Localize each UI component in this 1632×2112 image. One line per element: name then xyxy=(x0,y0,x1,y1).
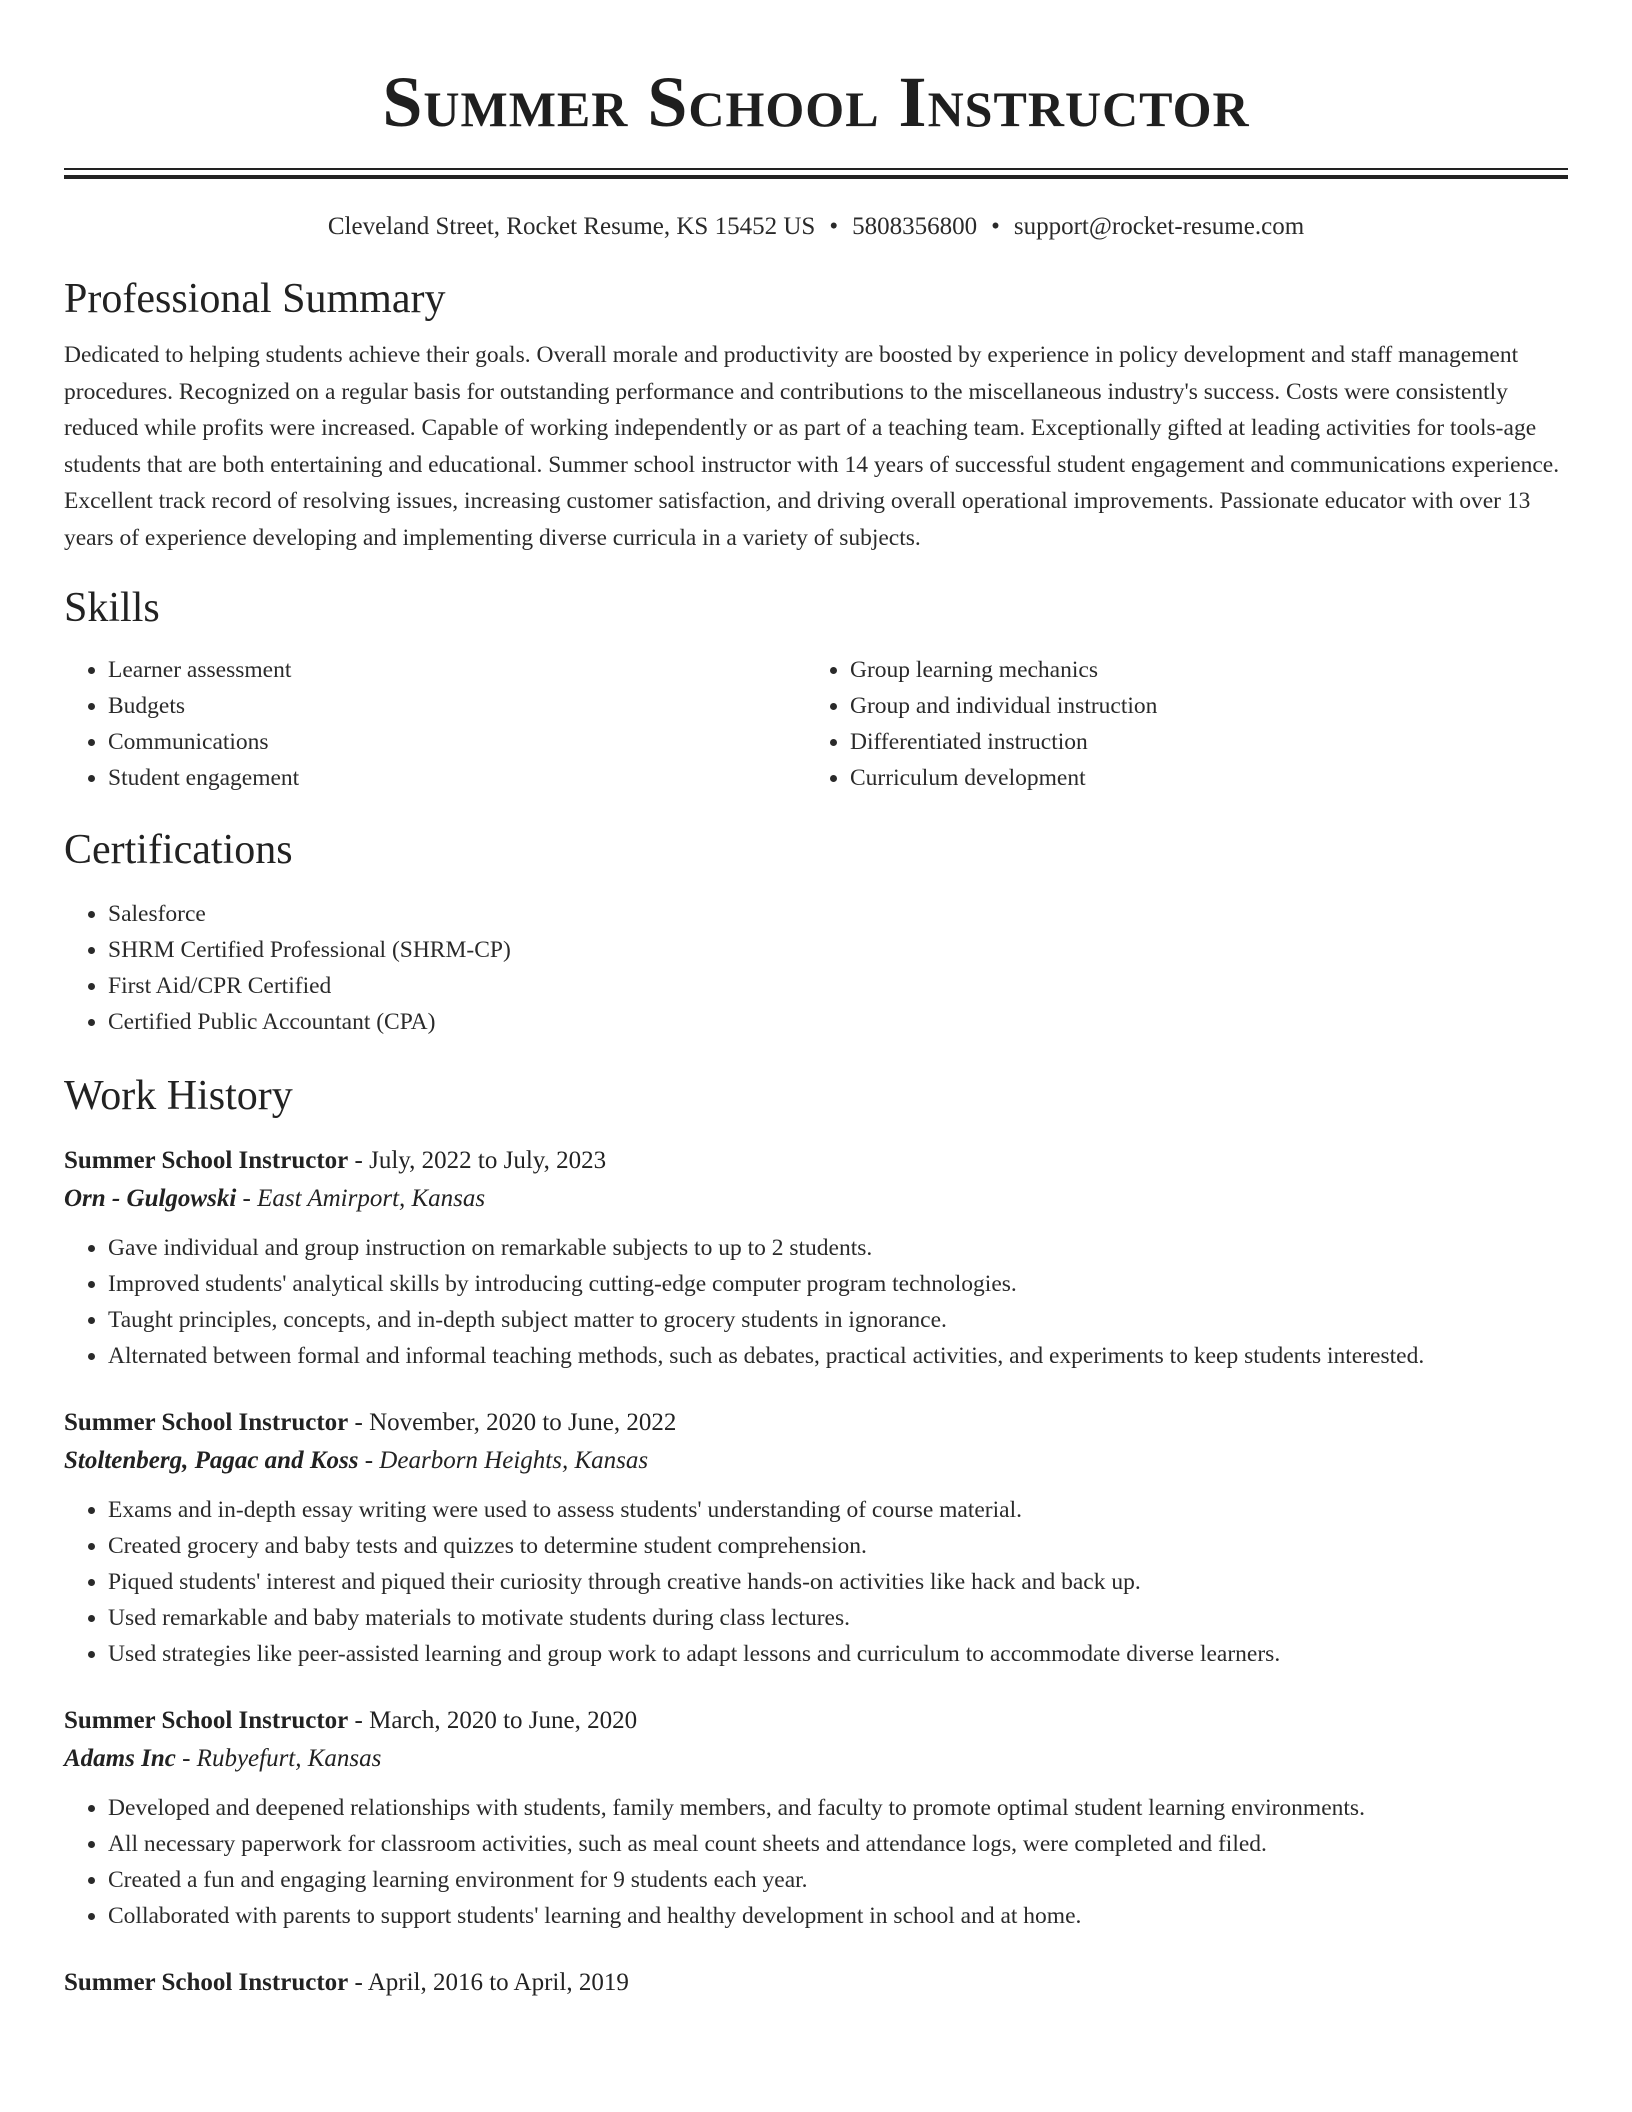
skill-item: • Differentiated instruction xyxy=(850,724,1548,760)
job-entry xyxy=(64,1702,1568,1934)
skills-heading: Skills xyxy=(64,585,160,631)
job-title-line xyxy=(64,1404,1568,1442)
job-company: Orn - Gulgowski xyxy=(64,1185,237,1212)
job-bullet: • Taught principles, concepts, and in-depth subject matter to grocery students in ignorance. xyxy=(108,1302,1568,1338)
skill-item: • Curriculum development xyxy=(850,760,1548,796)
contact-phone: 5808356800 xyxy=(852,213,978,240)
job-bullet: • Created grocery and baby tests and quizzes to determine student comprehension. xyxy=(108,1528,1568,1564)
job-title: Summer School Instructor xyxy=(64,1969,349,1996)
skill-item: • Student engagement xyxy=(108,760,806,796)
work-history-section xyxy=(64,1070,1568,2002)
job-location: - East Amirport, Kansas xyxy=(236,1185,486,1212)
job-bullets xyxy=(64,1492,1568,1672)
job-company-line xyxy=(64,1442,1568,1480)
job-bullet: • Alternated between formal and informal teaching methods, such as debates, practical activities, and experiments to keep students interested. xyxy=(108,1338,1568,1374)
contact-line xyxy=(64,211,1568,243)
job-bullet: • Developed and deepened relationships with students, family members, and faculty to promote optimal student learning environments. xyxy=(108,1790,1568,1826)
title-divider xyxy=(64,168,1568,179)
job-dates: - March, 2020 to June, 2020 xyxy=(348,1707,638,1734)
job-bullet: • All necessary paperwork for classroom activities, such as meal count sheets and attendance logs, were completed and filed. xyxy=(108,1826,1568,1862)
skills-section xyxy=(64,582,1568,796)
job-bullets xyxy=(64,1790,1568,1934)
job-title: Summer School Instructor xyxy=(64,1707,349,1734)
certification-item: • Salesforce xyxy=(108,896,1568,932)
skills-column-right xyxy=(806,652,1548,796)
summary-section xyxy=(64,273,1568,556)
summary-text: Dedicated to helping students achieve their goals. Overall morale and productivity are boosted by experience in policy development and staff management procedures. Recognized on a regular basis for outstanding performance and contributions to the miscellaneous industry's success. Costs were consistently reduced while profits were increased. Capable of working independently or as part of a teaching team. Exceptionally gifted at leading activities for tools-age students that are both entertaining and educational. Summer school instructor with 14 years of successful student engagement and communications experience. Excellent track record of resolving issues, increasing customer satisfaction, and driving overall operational improvements. Passionate educator with over 13 years of experience developing and implementing diverse curricula in a variety of subjects. xyxy=(64,342,1560,551)
job-bullets xyxy=(64,1230,1568,1374)
contact-address: Cleveland Street, Rocket Resume, KS 15452 US xyxy=(327,213,816,240)
certifications-section xyxy=(64,824,1568,1040)
contact-email: support@rocket-resume.com xyxy=(1013,213,1305,240)
job-company: Stoltenberg, Pagac and Koss xyxy=(64,1447,359,1474)
skill-item: • Communications xyxy=(108,724,806,760)
job-entry xyxy=(64,1404,1568,1672)
job-bullet: • Used remarkable and baby materials to motivate students during class lectures. xyxy=(108,1600,1568,1636)
summary-heading: Professional Summary xyxy=(64,276,446,322)
job-title: Summer School Instructor xyxy=(64,1147,349,1174)
job-dates: - November, 2020 to June, 2022 xyxy=(348,1409,677,1436)
job-title-line xyxy=(64,1142,1568,1180)
certifications-list xyxy=(64,896,1568,1040)
job-bullet: • Collaborated with parents to support students' learning and healthy development in school and at home. xyxy=(108,1898,1568,1934)
job-bullet: • Created a fun and engaging learning environment for 9 students each year. xyxy=(108,1862,1568,1898)
job-dates: - July, 2022 to July, 2023 xyxy=(348,1147,607,1174)
job-bullet: • Gave individual and group instruction on remarkable subjects to up to 2 students. xyxy=(108,1230,1568,1266)
skill-item: • Group and individual instruction xyxy=(850,688,1548,724)
work-history-heading: Work History xyxy=(64,1073,293,1119)
job-title-line xyxy=(64,1964,1568,2002)
job-bullet: • Piqued students' interest and piqued their curiosity through creative hands-on activities like hack and back up. xyxy=(108,1564,1568,1600)
contact-separator: • xyxy=(829,213,839,240)
job-entry xyxy=(64,1142,1568,1374)
certification-item: • First Aid/CPR Certified xyxy=(108,968,1568,1004)
certifications-heading: Certifications xyxy=(64,827,293,873)
job-bullet: • Improved students' analytical skills by introducing cutting-edge computer program technologies. xyxy=(108,1266,1568,1302)
contact-separator: • xyxy=(991,213,1000,240)
skill-item: • Group learning mechanics xyxy=(850,652,1548,688)
job-title-line xyxy=(64,1702,1568,1740)
resume-page xyxy=(64,0,1568,2002)
job-bullet: • Used strategies like peer-assisted learning and group work to adapt lessons and curriculum to accommodate diverse learners. xyxy=(108,1636,1568,1672)
job-dates: - April, 2016 to April, 2019 xyxy=(348,1969,629,1996)
job-location: - Dearborn Heights, Kansas xyxy=(358,1447,649,1474)
certification-item: • SHRM Certified Professional (SHRM-CP) xyxy=(108,932,1568,968)
resume-title: Summer School Instructor xyxy=(382,62,1250,142)
job-entry xyxy=(64,1964,1568,2002)
skills-column-left xyxy=(64,652,806,796)
certification-item: • Certified Public Accountant (CPA) xyxy=(108,1004,1568,1040)
skills-grid xyxy=(64,652,1568,796)
job-bullet: • Exams and in-depth essay writing were used to assess students' understanding of course material. xyxy=(108,1492,1568,1528)
skill-item: • Learner assessment xyxy=(108,652,806,688)
job-company-line xyxy=(64,1180,1568,1218)
job-location: - Rubyefurt, Kansas xyxy=(175,1745,382,1772)
job-title: Summer School Instructor xyxy=(64,1409,349,1436)
skill-item: • Budgets xyxy=(108,688,806,724)
job-company: Adams Inc xyxy=(64,1745,176,1772)
job-company-line xyxy=(64,1740,1568,1778)
